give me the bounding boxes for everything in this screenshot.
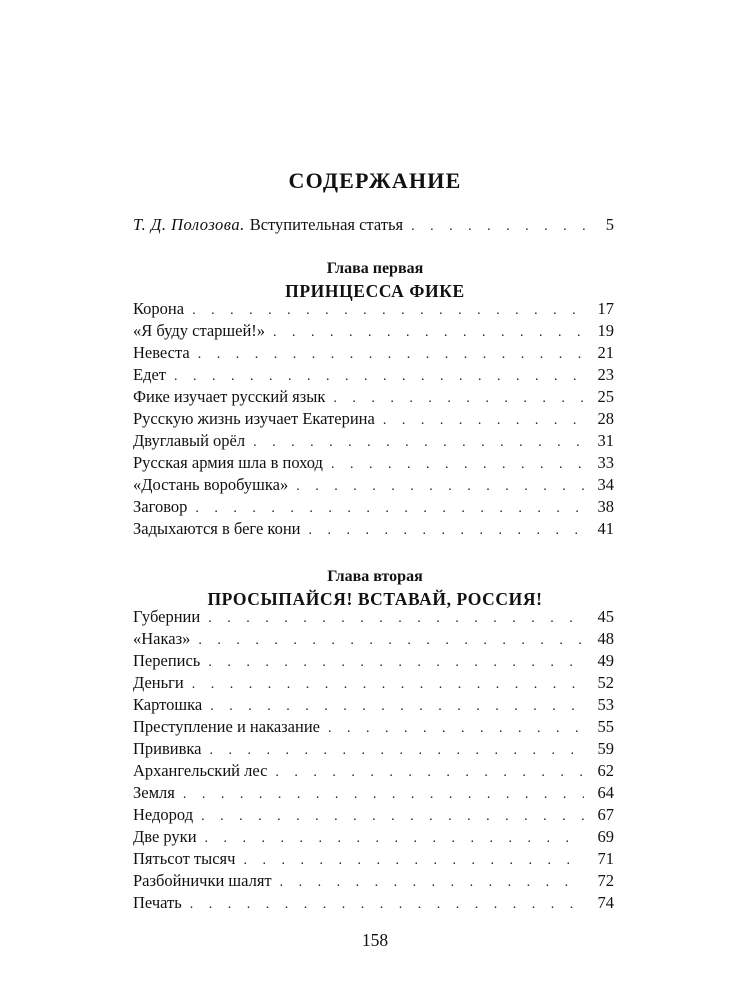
- toc-entry-title: Заговор: [133, 497, 188, 516]
- leader-dots: [273, 322, 584, 344]
- toc-entry-title: Разбойнички шалят: [133, 871, 272, 890]
- leader-dots: [331, 454, 584, 476]
- intro-author: Т. Д. Полозова.: [133, 215, 245, 234]
- toc-entry-title: Фике изучает русский язык: [133, 387, 326, 406]
- leader-dots: [253, 432, 584, 454]
- toc-entry-page-number: 23: [597, 365, 614, 384]
- chapter-2-label: Глава вторая: [327, 568, 423, 585]
- toc-entry-title: Губернии: [133, 607, 201, 626]
- toc-entry-page-number: 33: [597, 453, 614, 472]
- chapter-2-entries: [133, 606, 614, 914]
- chapter-1-heading: [0, 258, 750, 303]
- toc-entry-page-number: 31: [597, 431, 614, 450]
- toc-entry-page-number: 48: [597, 629, 614, 648]
- leader-dots: [192, 300, 584, 322]
- toc-entry: [133, 716, 614, 738]
- toc-entry: [133, 782, 614, 804]
- toc-entry-page-number: 64: [597, 783, 614, 802]
- toc-entry-title: Едет: [133, 365, 167, 384]
- toc-entry-title: Недород: [133, 805, 194, 824]
- toc-entry: [133, 848, 614, 870]
- intro-page-number: 5: [605, 215, 614, 234]
- chapter-1-title: ПРИНЦЕССА ФИКЕ: [285, 281, 465, 301]
- toc-entry-title: «Я буду старшей!»: [133, 321, 266, 340]
- toc-entry-title: Перепись: [133, 651, 201, 670]
- toc-entry: [133, 892, 614, 914]
- toc-entry-title: Преступление и наказание: [133, 717, 320, 736]
- toc-entry-page-number: 21: [597, 343, 614, 362]
- chapter-1-label: Глава первая: [326, 260, 424, 277]
- toc-entry-page-number: 19: [597, 321, 614, 340]
- toc-entry: [133, 408, 614, 430]
- toc-entry-page-number: 55: [597, 717, 614, 736]
- toc-entry: [133, 650, 614, 672]
- toc-entry: [133, 474, 614, 496]
- toc-entry-title: Прививка: [133, 739, 202, 758]
- leader-dots: [192, 674, 584, 696]
- toc-entry-title: Корона: [133, 299, 185, 318]
- toc-entry: [133, 738, 614, 760]
- toc-entry-page-number: 34: [597, 475, 614, 494]
- leader-dots: [174, 366, 584, 388]
- leader-dots: [190, 894, 584, 916]
- toc-entry-page-number: 59: [597, 739, 614, 758]
- toc-entry: [133, 430, 614, 452]
- leader-dots: [201, 806, 584, 828]
- toc-entry: [133, 694, 614, 716]
- leader-dots: [411, 216, 592, 238]
- toc-entry-title: Задыхаются в беге кони: [133, 519, 301, 538]
- toc-entry-title: Двуглавый орёл: [133, 431, 246, 450]
- toc-entry-page-number: 45: [597, 607, 614, 626]
- toc-entry-page-number: 25: [597, 387, 614, 406]
- toc-entry-page-number: 62: [597, 761, 614, 780]
- toc-entry: [133, 518, 614, 540]
- toc-entry: [133, 606, 614, 628]
- leader-dots: [296, 476, 584, 498]
- toc-entry-title: Русская армия шла в поход: [133, 453, 323, 472]
- leader-dots: [208, 652, 584, 674]
- toc-entry-page-number: 38: [597, 497, 614, 516]
- leader-dots: [275, 762, 584, 784]
- toc-entry: [133, 826, 614, 848]
- toc-entry: [133, 298, 614, 320]
- toc-entry-title: Деньги: [133, 673, 184, 692]
- leader-dots: [280, 872, 584, 894]
- toc-entry-title: Картошка: [133, 695, 203, 714]
- leader-dots: [195, 498, 584, 520]
- toc-entry-page-number: 69: [597, 827, 614, 846]
- toc-entry: [133, 364, 614, 386]
- toc-entry-title: «Наказ»: [133, 629, 191, 648]
- leader-dots: [198, 344, 584, 366]
- toc-entry-page-number: 74: [597, 893, 614, 912]
- toc-entry-page-number: 71: [597, 849, 614, 868]
- toc-entry-page-number: 67: [597, 805, 614, 824]
- toc-entry: [133, 628, 614, 650]
- toc-entry: [133, 870, 614, 892]
- leader-dots: [383, 410, 584, 432]
- leader-dots: [210, 740, 585, 762]
- toc-entry-title: Две руки: [133, 827, 197, 846]
- toc-entry: [133, 386, 614, 408]
- toc-entry: [133, 342, 614, 364]
- leader-dots: [243, 850, 584, 872]
- leader-dots: [208, 608, 584, 630]
- toc-entry: [133, 804, 614, 826]
- toc-entry-title: Пятьсот тысяч: [133, 849, 236, 868]
- toc-entry: [133, 672, 614, 694]
- leader-dots: [333, 388, 584, 410]
- chapter-2-title: ПРОСЫПАЙСЯ! ВСТАВАЙ, РОССИЯ!: [207, 589, 543, 609]
- leader-dots: [183, 784, 584, 806]
- toc-entry-title: Печать: [133, 893, 182, 912]
- intro-entry: [133, 214, 614, 236]
- toc-entry-page-number: 52: [597, 673, 614, 692]
- toc-entry-title: Архангельский лес: [133, 761, 268, 780]
- leader-dots: [309, 520, 585, 542]
- toc-entry-page-number: 53: [597, 695, 614, 714]
- leader-dots: [210, 696, 584, 718]
- toc-entry-page-number: 41: [597, 519, 614, 538]
- toc-entry-title: Русскую жизнь изучает Екатерина: [133, 409, 375, 428]
- page-title: СОДЕРЖАНИЕ: [288, 168, 462, 193]
- toc-entry: [133, 760, 614, 782]
- toc-entry-page-number: 17: [597, 299, 614, 318]
- leader-dots: [205, 828, 584, 850]
- toc-entry-page-number: 49: [597, 651, 614, 670]
- toc-entry-title: «Достань воробушка»: [133, 475, 289, 494]
- toc-entry: [133, 452, 614, 474]
- leader-dots: [198, 630, 584, 652]
- leader-dots: [328, 718, 584, 740]
- intro-title: Вступительная статья: [249, 215, 404, 234]
- chapter-2-heading: [0, 566, 750, 611]
- toc-entry-title: Невеста: [133, 343, 190, 362]
- page-number: 158: [361, 930, 389, 950]
- chapter-1-entries: [133, 298, 614, 540]
- toc-entry-page-number: 28: [597, 409, 614, 428]
- toc-entry: [133, 320, 614, 342]
- toc-entry: [133, 496, 614, 518]
- toc-entry-title: Земля: [133, 783, 175, 802]
- toc-entry-page-number: 72: [597, 871, 614, 890]
